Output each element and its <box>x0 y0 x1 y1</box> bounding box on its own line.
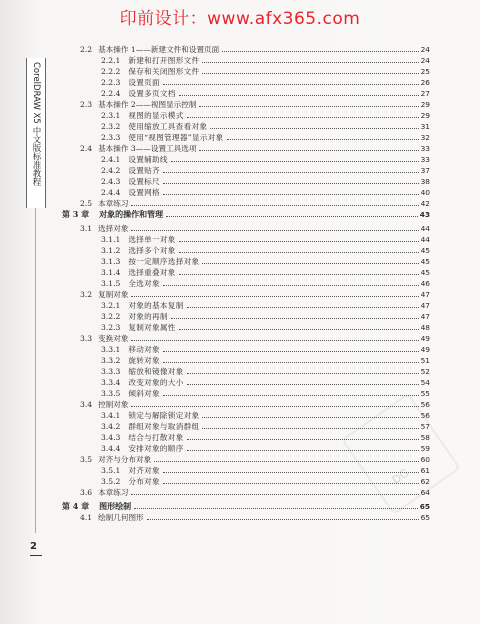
toc-entry-number: 2.2 <box>80 45 93 54</box>
dot-leader <box>163 172 419 173</box>
toc-entry-title: 旋转对象 <box>128 356 160 365</box>
page-number: 2 <box>30 541 37 552</box>
dot-leader <box>179 252 419 253</box>
dot-leader <box>131 230 418 231</box>
toc-entry-title: 保存和关闭图形文件 <box>128 67 200 76</box>
toc-entry-row <box>80 44 430 54</box>
dot-leader <box>163 472 419 473</box>
toc-entry-title: 选择单一对象 <box>128 235 176 244</box>
toc-entry-number: 3.1.2 <box>101 246 121 255</box>
toc-entry-row <box>80 487 430 497</box>
toc-entry-title: 视图的显示模式 <box>128 111 184 120</box>
toc-entry-title: 变换对象 <box>98 334 129 343</box>
toc-entry-number: 3.4.3 <box>101 433 121 442</box>
dot-leader <box>163 483 419 484</box>
toc-entry-title: 选择对象 <box>98 224 129 233</box>
toc-entry-number: 2.4.3 <box>101 177 121 186</box>
toc-entry-page: 47 <box>420 290 430 299</box>
toc-entry-number: 2.4.2 <box>101 166 121 175</box>
toc-entry-title: 改变对象的大小 <box>128 378 184 387</box>
dot-leader <box>147 519 419 520</box>
toc-entry-title: 对齐对象 <box>128 466 160 475</box>
dot-leader <box>187 307 419 308</box>
toc-entry-row <box>101 377 430 387</box>
toc-entry-row <box>80 512 430 522</box>
toc-entry-page: 56 <box>420 400 430 409</box>
toc-entry-title: 全选对象 <box>128 279 160 288</box>
toc-entry-row <box>101 366 430 376</box>
toc-entry-row <box>101 443 430 453</box>
dot-leader <box>187 439 419 440</box>
toc-entry-title: 设置贴齐 <box>128 166 160 175</box>
dot-leader <box>131 406 418 407</box>
toc-entry-number: 3.2 <box>80 290 93 299</box>
toc-entry-number: 2.4.1 <box>101 155 121 164</box>
toc-entry-title: 基本操作 2——视图显示控制 <box>98 100 197 109</box>
toc-entry-title: 设置页面 <box>128 78 160 87</box>
toc-entry-row <box>80 399 430 409</box>
dot-leader <box>187 450 419 451</box>
toc-entry-page: 43 <box>419 210 430 219</box>
toc-entry-title: 新建和打开图形文件 <box>128 56 200 65</box>
toc-entry-number: 3.4.2 <box>101 422 121 431</box>
toc-entry-page: 55 <box>420 389 430 398</box>
toc-entry-row <box>101 165 430 175</box>
dot-leader <box>163 84 419 85</box>
toc-chapter-row <box>62 501 430 511</box>
toc-entry-page: 65 <box>420 513 430 522</box>
toc-entry-number: 3.4 <box>80 400 93 409</box>
toc-entry-title: 复制对象 <box>98 290 129 299</box>
toc-entry-number: 3.2.2 <box>101 312 121 321</box>
toc-entry-title: 安排对象的顺序 <box>128 444 184 453</box>
toc-entry-title: 分布对象 <box>128 477 160 486</box>
toc-entry-page: 31 <box>420 122 430 131</box>
toc-entry-page: 42 <box>420 199 430 208</box>
toc-entry-page: 52 <box>420 367 430 376</box>
dot-leader <box>179 95 419 96</box>
toc-entry-title: 绘制几何图形 <box>98 513 144 522</box>
dot-leader <box>199 150 418 151</box>
toc-entry-page: 33 <box>420 155 430 164</box>
toc-entry-title: 基本操作 3——设置工具选项 <box>98 144 197 153</box>
toc-entry-page: 47 <box>420 301 430 310</box>
toc-entry-title: 对象的再制 <box>128 312 168 321</box>
toc-chapter-row <box>62 209 430 219</box>
toc-entry-number: 3.3.4 <box>101 378 121 387</box>
dot-leader <box>202 62 418 63</box>
toc-entry-title: 图形绘制 <box>99 501 132 511</box>
toc-entry-page: 57 <box>420 422 430 431</box>
toc-entry-page: 65 <box>419 502 430 511</box>
toc-entry-number: 3.3.5 <box>101 389 121 398</box>
dot-leader <box>202 73 418 74</box>
toc-entry-page: 47 <box>420 312 430 321</box>
watermark-text: 印前设计：www.afx365.com <box>119 9 361 29</box>
toc-entry-title: 锁定与解除锁定对象 <box>128 411 200 420</box>
toc-entry-title: 对象的操作和管理 <box>99 209 164 219</box>
toc-entry-number: 2.2.4 <box>101 89 121 98</box>
toc-entry-row <box>101 132 430 142</box>
toc-entry-title: 设置多页文档 <box>128 89 176 98</box>
toc-entry-title: 设置网格 <box>128 188 160 197</box>
toc-entry-page: 37 <box>420 166 430 175</box>
page-number-rule <box>30 555 42 556</box>
toc-entry-row <box>80 143 430 153</box>
toc-entry-number: 3.6 <box>80 488 93 497</box>
toc-entry-row <box>101 355 430 365</box>
toc-entry-row <box>101 322 430 332</box>
dot-leader <box>163 194 419 195</box>
toc-entry-title: 群组对象与取消群组 <box>128 422 200 431</box>
toc-entry-row <box>101 432 430 442</box>
dot-leader <box>202 417 418 418</box>
toc-entry-row <box>101 110 430 120</box>
toc-entry-page: 45 <box>420 268 430 277</box>
toc-entry-title: 使用缩放工具查看对象 <box>128 122 208 131</box>
toc-entry-number: 2.3.1 <box>101 111 121 120</box>
toc-entry-number: 3.4.1 <box>101 411 121 420</box>
toc-entry-page: 60 <box>420 455 430 464</box>
toc-entry-number: 3.1.1 <box>101 235 121 244</box>
dot-leader <box>131 296 418 297</box>
toc-entry-page: 24 <box>420 56 430 65</box>
dot-leader <box>163 183 419 184</box>
dot-leader <box>154 461 418 462</box>
toc-entry-row <box>101 465 430 475</box>
toc-entry-title: 选择重叠对象 <box>128 268 176 277</box>
toc-entry-page: 44 <box>420 224 430 233</box>
toc-entry-number: 2.4.4 <box>101 188 121 197</box>
toc-entry-page: 26 <box>420 78 430 87</box>
toc-entry-page: 62 <box>420 477 430 486</box>
toc-entry-page: 33 <box>420 144 430 153</box>
dot-leader <box>202 428 418 429</box>
toc-entry-title: 复制对象属性 <box>128 323 176 332</box>
toc-entry-page: 64 <box>420 488 430 497</box>
toc-entry-page: 51 <box>420 356 430 365</box>
toc-entry-row <box>80 99 430 109</box>
toc-entry-row <box>101 121 430 131</box>
dot-leader <box>187 117 419 118</box>
toc-entry-page: 40 <box>420 188 430 197</box>
toc-entry-page: 24 <box>420 45 430 54</box>
toc-entry-row <box>80 333 430 343</box>
dot-leader <box>187 373 419 374</box>
toc-entry-page: 29 <box>420 111 430 120</box>
stamp-text: DG <box>389 466 412 487</box>
toc-entry-number: 3.3.1 <box>101 345 121 354</box>
toc-entry-number: 第 4 章 <box>62 501 90 511</box>
dot-leader <box>222 51 418 52</box>
toc-entry-title: 选择多个对象 <box>128 246 176 255</box>
dot-leader <box>171 318 419 319</box>
toc-entry-page: 38 <box>420 177 430 186</box>
toc-entry-number: 2.3.3 <box>101 133 121 142</box>
toc-entry-number: 3.4.4 <box>101 444 121 453</box>
toc-entry-number: 2.2.2 <box>101 67 121 76</box>
toc-entry-page: 25 <box>420 67 430 76</box>
toc-entry-number: 3.5.1 <box>101 466 121 475</box>
toc-entry-row <box>101 388 430 398</box>
toc-entry-title: 使用“视图管理器”显示对象 <box>128 133 224 142</box>
toc-entry-title: 移动对象 <box>128 345 160 354</box>
toc-entry-row <box>101 55 430 65</box>
dot-leader <box>199 106 418 107</box>
toc-entry-title: 本章练习 <box>98 199 129 208</box>
toc-entry-row <box>101 410 430 420</box>
dot-leader <box>171 161 419 162</box>
dot-leader <box>166 216 418 217</box>
dot-leader <box>134 508 418 509</box>
toc-entry-page: 46 <box>420 279 430 288</box>
toc-entry-page: 49 <box>420 345 430 354</box>
dot-leader <box>163 285 419 286</box>
toc-entry-title: 本章练习 <box>98 488 129 497</box>
toc-entry-number: 3.5 <box>80 455 93 464</box>
dot-leader <box>131 494 418 495</box>
toc-entry-row <box>80 223 430 233</box>
toc-entry-number: 3.1.5 <box>101 279 121 288</box>
toc-entry-page: 48 <box>420 323 430 332</box>
toc-entry-number: 2.3.2 <box>101 122 121 131</box>
toc-entry-number: 3.1.4 <box>101 268 121 277</box>
toc-entry-row <box>101 344 430 354</box>
toc-entry-number: 3.2.3 <box>101 323 121 332</box>
toc-entry-row <box>101 267 430 277</box>
dot-leader <box>163 362 419 363</box>
toc-entry-number: 2.3 <box>80 100 93 109</box>
toc-entry-page: 27 <box>420 89 430 98</box>
toc-entry-title: 结合与打散对象 <box>128 433 184 442</box>
toc-entry-page: 45 <box>420 246 430 255</box>
toc-entry-number: 2.5 <box>80 199 93 208</box>
toc-entry-row <box>80 198 430 208</box>
toc-entry-title: 控制对象 <box>98 400 129 409</box>
toc-entry-row <box>101 234 430 244</box>
toc-entry-number: 2.2.1 <box>101 56 121 65</box>
toc-entry-number: 2.4 <box>80 144 93 153</box>
toc-entry-number: 2.2.3 <box>101 78 121 87</box>
toc-entry-page: 29 <box>420 100 430 109</box>
toc-entry-number: 3.3.3 <box>101 367 121 376</box>
toc-entry-page: 32 <box>420 133 430 142</box>
toc-entry-row <box>101 245 430 255</box>
toc-entry-number: 3.2.1 <box>101 301 121 310</box>
toc-entry-title: 倾斜对象 <box>128 389 160 398</box>
dot-leader <box>163 395 419 396</box>
toc-entry-title: 设置辅助线 <box>128 155 168 164</box>
toc-entry-number: 3.3 <box>80 334 93 343</box>
dot-leader <box>227 139 419 140</box>
toc-entry-number: 3.5.2 <box>101 477 121 486</box>
toc-entry-row <box>101 88 430 98</box>
dot-leader <box>202 263 418 264</box>
toc-entry-row <box>101 154 430 164</box>
toc-entry-row <box>80 454 430 464</box>
toc-entry-row <box>101 176 430 186</box>
toc-entry-row <box>101 476 430 486</box>
dot-leader <box>179 274 419 275</box>
dot-leader <box>210 128 418 129</box>
toc-entry-page: 59 <box>420 444 430 453</box>
toc-entry-page: 58 <box>420 433 430 442</box>
toc-entry-page: 44 <box>420 235 430 244</box>
toc-entry-number: 3.1 <box>80 224 93 233</box>
toc-entry-row <box>101 421 430 431</box>
toc-entry-title: 设置标尺 <box>128 177 160 186</box>
spine-text: CorelDRAW X5 中文版标准教程 <box>31 62 41 187</box>
toc-entry-row <box>101 66 430 76</box>
dot-leader <box>131 205 418 206</box>
dot-leader <box>179 241 419 242</box>
toc-entry-row <box>80 289 430 299</box>
toc-entry-row <box>101 187 430 197</box>
toc-entry-title: 缩放和镜像对象 <box>128 367 184 376</box>
toc-entry-page: 49 <box>420 334 430 343</box>
toc-entry-title: 基本操作 1——新建文件和设置页面 <box>98 45 220 54</box>
toc-entry-page: 56 <box>420 411 430 420</box>
toc-entry-title: 对齐与分布对象 <box>98 455 152 464</box>
dot-leader <box>187 384 419 385</box>
toc-entry-page: 45 <box>420 257 430 266</box>
toc-entry-title: 按一定顺序选择对象 <box>128 257 200 266</box>
toc-entry-row <box>101 77 430 87</box>
toc-entry-row <box>101 256 430 266</box>
toc-entry-number: 3.3.2 <box>101 356 121 365</box>
toc-entry-page: 61 <box>420 466 430 475</box>
toc-entry-title: 对象的基本复制 <box>128 301 184 310</box>
dot-leader <box>179 329 419 330</box>
toc-entry-row <box>101 311 430 321</box>
toc-entry-row <box>101 278 430 288</box>
toc-entry-page: 54 <box>420 378 430 387</box>
toc-entry-number: 3.1.3 <box>101 257 121 266</box>
toc-entry-number: 第 3 章 <box>62 209 90 219</box>
dot-leader <box>131 340 418 341</box>
toc-entry-row <box>101 300 430 310</box>
dot-leader <box>163 351 419 352</box>
toc-entry-number: 4.1 <box>80 513 93 522</box>
